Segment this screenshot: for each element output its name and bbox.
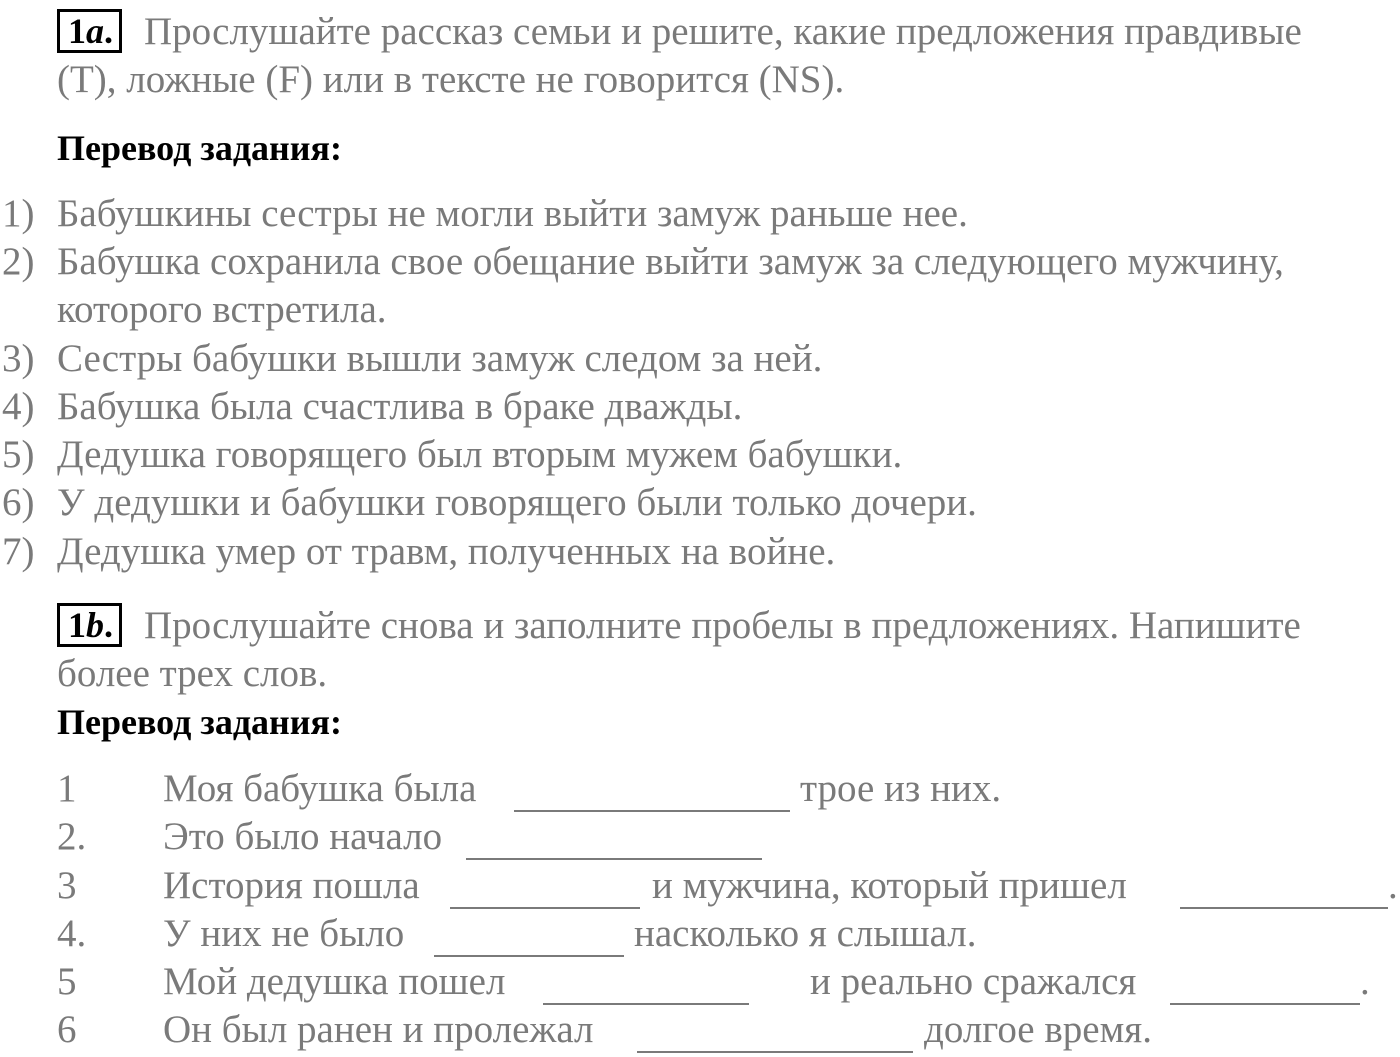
task-a-item-7-num: 7) <box>2 530 35 573</box>
task-b-item-6-part2: долгое время. <box>924 1008 1152 1051</box>
task-b-item-6-blank[interactable] <box>637 1017 913 1053</box>
task-a-item-2-num: 2) <box>2 240 35 283</box>
task-b-instruction-line1: Прослушайте снова и заполните пробелы в предложениях. Напишите <box>144 604 1301 647</box>
task-a-badge-number: 1 <box>68 11 86 51</box>
task-b-item-5-blank-2[interactable] <box>1170 969 1360 1005</box>
task-a-instruction-line2: (T), ложные (F) или в тексте не говорится (NS). <box>57 58 845 101</box>
task-b-item-1-num: 1 <box>57 767 77 810</box>
task-b-badge-letter: b <box>86 605 104 645</box>
task-b-item-4-part1: У них не было <box>163 912 405 955</box>
task-b-item-1-part1: Моя бабушка была <box>163 767 477 810</box>
task-b-item-4-num: 4. <box>57 912 87 955</box>
task-b-item-3-part2: и мужчина, который пришел <box>652 864 1127 907</box>
task-a-item-3-num: 3) <box>2 337 35 380</box>
task-a-item-6-num: 6) <box>2 481 35 524</box>
task-a-item-1-num: 1) <box>2 192 35 235</box>
task-b-badge-dot: . <box>104 605 113 645</box>
task-b-instruction-line2: более трех слов. <box>57 652 328 695</box>
task-b-item-3-num: 3 <box>57 864 77 907</box>
task-b-item-2-part1: Это было начало <box>163 815 443 858</box>
task-b-item-3-end: . <box>1388 864 1398 907</box>
task-b-item-3-blank-1[interactable] <box>450 873 640 909</box>
task-b-item-3-blank-2[interactable] <box>1180 873 1388 909</box>
task-a-item-5-num: 5) <box>2 433 35 476</box>
task-a-item-4-text: Бабушка была счастлива в браке дважды. <box>57 385 743 428</box>
task-b-item-6-part1: Он был ранен и пролежал <box>163 1008 594 1051</box>
task-b-item-5-part2: и реально сражался <box>810 960 1137 1003</box>
task-a-instruction-line1: Прослушайте рассказ семьи и решите, какие предложения правдивые <box>144 10 1302 53</box>
task-b-item-2-num: 2. <box>57 815 87 858</box>
task-a-item-4-num: 4) <box>2 385 35 428</box>
task-b-item-1-blank[interactable] <box>514 776 790 812</box>
task-b-item-2-blank[interactable] <box>466 824 762 860</box>
task-a-item-6-text: У дедушки и бабушки говорящего были только дочери. <box>57 481 977 524</box>
task-b-item-5-blank-1[interactable] <box>543 969 749 1005</box>
task-a-item-2-text-cont: которого встретила. <box>57 288 387 331</box>
task-b-badge-number: 1 <box>68 605 86 645</box>
task-a-item-2-text: Бабушка сохранила свое обещание выйти замуж за следующего мужчину, <box>57 240 1284 283</box>
task-b-item-1-part2: трое из них. <box>800 767 1002 810</box>
task-a-item-5-text: Дедушка говорящего был вторым мужем бабушки. <box>57 433 903 476</box>
task-b-item-4-blank[interactable] <box>434 921 624 957</box>
task-a-badge-dot: . <box>104 11 113 51</box>
task-a-item-1-text: Бабушкины сестры не могли выйти замуж раньше нее. <box>57 192 968 235</box>
task-a-item-7-text: Дедушка умер от травм, полученных на войне. <box>57 530 836 573</box>
task-a-badge-letter: a <box>86 11 104 51</box>
task-b-item-3-part1: История пошла <box>163 864 420 907</box>
task-b-item-5-end: . <box>1360 960 1370 1003</box>
task-b-badge <box>57 603 122 647</box>
task-a-heading: Перевод задания: <box>57 128 342 168</box>
task-a-item-3-text: Сестры бабушки вышли замуж следом за ней. <box>57 337 823 380</box>
task-b-item-4-part2: насколько я слышал. <box>634 912 977 955</box>
task-a-badge <box>57 9 122 53</box>
task-b-item-5-num: 5 <box>57 960 77 1003</box>
task-b-heading: Перевод задания: <box>57 702 342 742</box>
task-b-item-6-num: 6 <box>57 1008 77 1051</box>
task-b-item-5-part1: Мой дедушка пошел <box>163 960 506 1003</box>
